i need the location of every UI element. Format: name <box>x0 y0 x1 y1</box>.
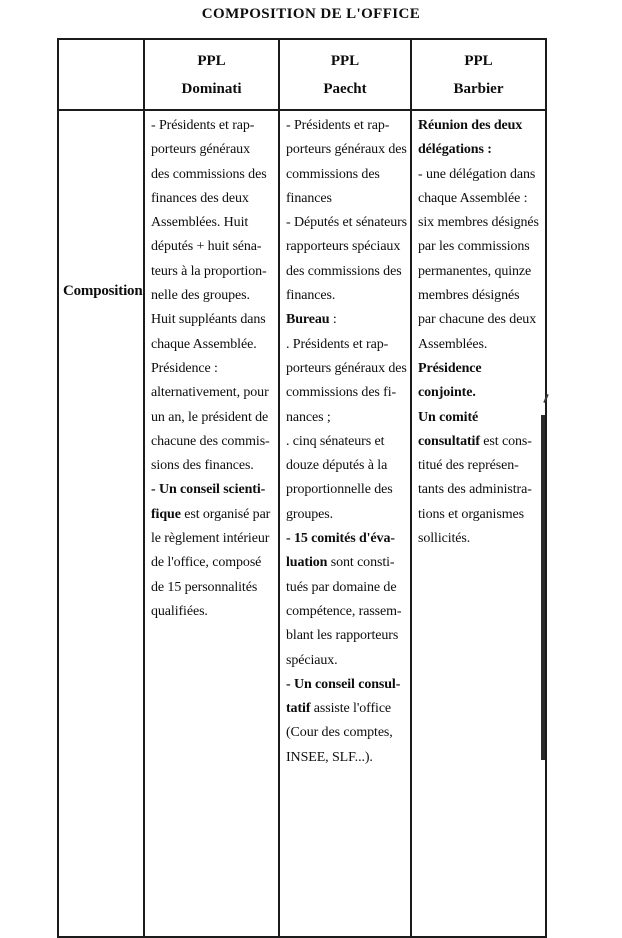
text-line: députés + huit séna- <box>151 239 262 255</box>
text-line: (Cour des comptes, <box>286 725 393 741</box>
page-title: COMPOSITION DE L'OFFICE <box>201 6 421 22</box>
text-line: INSEE, SLF...). <box>286 749 373 765</box>
text-line: - 15 comités d'éva- <box>286 531 395 547</box>
text-line: Présidence : <box>151 360 218 376</box>
text-line: teurs à la proportion- <box>151 263 267 279</box>
text-line: tués par domaine de <box>286 579 397 595</box>
header-line: PPL <box>330 53 360 69</box>
header-line: Barbier <box>453 81 504 97</box>
cell-dominati <box>144 110 279 937</box>
text-line: proportionnelle des <box>286 482 393 498</box>
text-line: - Présidents et rap- <box>286 118 390 133</box>
text-line: compétence, rassem- <box>286 603 402 619</box>
header-cell-ppl-paecht <box>279 39 411 110</box>
header-cell-ppl-barbier <box>411 39 546 110</box>
text-line: - Un conseil consul- <box>286 676 401 692</box>
text-line: fique est organisé par <box>151 506 271 522</box>
text-line: permanentes, quinze <box>418 263 532 279</box>
scan-artifact-right-border <box>541 415 545 760</box>
text-line: nelle des groupes. <box>151 288 250 304</box>
text-line: douze députés à la <box>286 458 388 474</box>
text-line: alternativement, pour <box>151 385 269 401</box>
row-label-composition: Composition <box>58 110 144 937</box>
text-line: des commissions des <box>151 166 267 182</box>
text-line: Assemblées. <box>418 336 488 352</box>
text-line: Assemblées. Huit <box>151 215 249 231</box>
text-line: porteurs généraux <box>151 142 250 158</box>
text-line: finances <box>286 190 332 206</box>
text-line: par les commissions <box>418 239 530 255</box>
text-line: sions des finances. <box>151 458 254 474</box>
composition-table <box>57 38 547 938</box>
header-line: Dominati <box>181 81 242 97</box>
text-line: - Un conseil scienti- <box>151 482 266 498</box>
text-line: qualifiées. <box>151 603 208 619</box>
text-line: chaque Assemblée. <box>151 336 257 352</box>
text-line: . cinq sénateurs et <box>286 433 385 449</box>
text-line: commissions des <box>286 166 380 182</box>
text-line: tants des administra- <box>418 482 532 498</box>
text-line: membres désignés <box>418 288 520 304</box>
text-line: chacune des commis- <box>151 433 270 449</box>
header-line: PPL <box>197 53 226 69</box>
text-line: spéciaux. <box>286 652 338 668</box>
cell-barbier <box>411 110 546 937</box>
header-line: PPL <box>464 53 493 69</box>
text-line: blant les rapporteurs <box>286 628 399 644</box>
text-line: tatif assiste l'office <box>286 701 392 717</box>
text-line: de l'office, composé <box>151 555 262 571</box>
text-line: . Présidents et rap- <box>286 336 389 352</box>
text-line: commissions des fi- <box>286 385 397 401</box>
text-line: finances. <box>286 288 336 304</box>
text-line: six membres désignés <box>418 215 539 231</box>
text-line: Huit suppléants dans <box>151 312 266 328</box>
header-line: Paecht <box>323 81 367 97</box>
text-line: titué des représen- <box>418 458 519 474</box>
text-line: - Présidents et rap- <box>151 118 255 133</box>
text-line: porteurs généraux des <box>286 360 407 376</box>
cell-paecht <box>279 110 411 937</box>
table-body-row <box>58 110 546 937</box>
text-line: luation sont consti- <box>286 555 395 571</box>
text-line: un an, le président de <box>151 409 269 425</box>
text-line: Réunion des deux <box>418 118 523 133</box>
text-line: sollicités. <box>418 531 471 547</box>
text-line: Un comité <box>418 409 479 425</box>
text-line: nances ; <box>286 409 331 425</box>
text-line: - une délégation dans <box>418 166 536 182</box>
text-line: conjointe. <box>418 385 476 401</box>
text-line: Bureau : <box>286 312 337 328</box>
text-line: - Députés et sénateurs <box>286 215 408 231</box>
table-header-row <box>58 39 546 110</box>
text-line: groupes. <box>286 506 334 522</box>
text-line: consultatif est cons- <box>418 433 532 449</box>
text-line: finances des deux <box>151 190 249 206</box>
header-cell-empty <box>58 39 144 110</box>
text-line: Présidence <box>418 360 482 376</box>
text-line: des commissions des <box>286 263 402 279</box>
text-line: chaque Assemblée : <box>418 190 528 206</box>
text-line: tions et organismes <box>418 506 524 522</box>
text-line: par chacune des deux <box>418 312 537 328</box>
text-line: de 15 personnalités <box>151 579 258 595</box>
text-line: le règlement intérieur <box>151 531 270 547</box>
text-line: porteurs généraux des <box>286 142 407 158</box>
text-line: rapporteurs spéciaux <box>286 239 401 255</box>
text-line: délégations : <box>418 142 492 158</box>
header-cell-ppl-dominati <box>144 39 279 110</box>
